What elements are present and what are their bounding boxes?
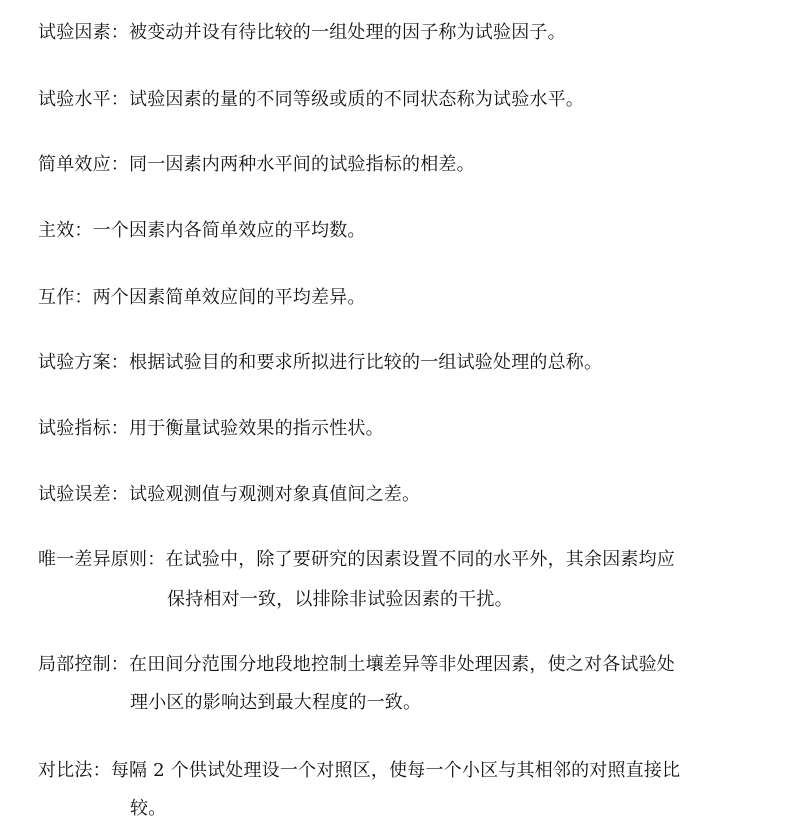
definition-item xyxy=(38,417,384,441)
definition-item xyxy=(38,21,566,45)
definition-item xyxy=(38,88,584,112)
definition-continuation: 较。 xyxy=(130,798,167,819)
definition-text: 一个因素内各简单效应的平均数。 xyxy=(92,220,366,241)
definition-continuation: 理小区的影响达到最大程度的一致。 xyxy=(130,692,422,713)
term-label: 局部控制： xyxy=(38,654,129,675)
term-label: 对比法： xyxy=(38,760,111,781)
definition-text: 两个因素简单效应间的平均差异。 xyxy=(92,287,366,308)
definition-text: 试验因素的量的不同等级或质的不同状态称为试验水平。 xyxy=(129,89,584,110)
definition-text: 同一因素内两种水平间的试验指标的相差。 xyxy=(129,154,475,175)
term-label: 试验指标： xyxy=(38,418,129,439)
definition-item xyxy=(38,286,366,310)
term-label: 主效： xyxy=(38,220,93,241)
definition-text: 用于衡量试验效果的指示性状。 xyxy=(129,418,384,439)
term-label: 互作： xyxy=(38,287,93,308)
definition-item xyxy=(38,351,602,375)
definition-text: 被变动并设有待比较的一组处理的因子称为试验因子。 xyxy=(129,22,566,43)
definition-text: 在田间分范围分地段地控制土壤差异等非处理因素，使之对各试验处 xyxy=(129,654,675,675)
definition-text: 根据试验目的和要求所拟进行比较的一组试验处理的总称。 xyxy=(129,352,603,373)
term-label: 唯一差异原则： xyxy=(38,549,166,570)
definition-item xyxy=(38,759,680,783)
definition-continuation: 保持相对一致，以排除非试验因素的干扰。 xyxy=(167,589,513,610)
definition-item xyxy=(38,483,420,507)
term-label: 试验因素： xyxy=(38,22,129,43)
definition-item xyxy=(38,153,475,177)
definition-item xyxy=(38,548,675,572)
definition-item xyxy=(38,653,675,677)
term-label: 试验误差： xyxy=(38,484,129,505)
term-label: 试验方案： xyxy=(38,352,129,373)
definition-text: 每隔 2 个供试处理设一个对照区，使每一个小区与其相邻的对照直接比 xyxy=(110,760,681,781)
term-label: 简单效应： xyxy=(38,154,129,175)
definition-text: 试验观测值与观测对象真值间之差。 xyxy=(129,484,421,505)
definition-text: 在试验中，除了要研究的因素设置不同的水平外，其余因素均应 xyxy=(165,549,676,570)
definition-item xyxy=(38,219,366,243)
term-label: 试验水平： xyxy=(38,89,129,110)
